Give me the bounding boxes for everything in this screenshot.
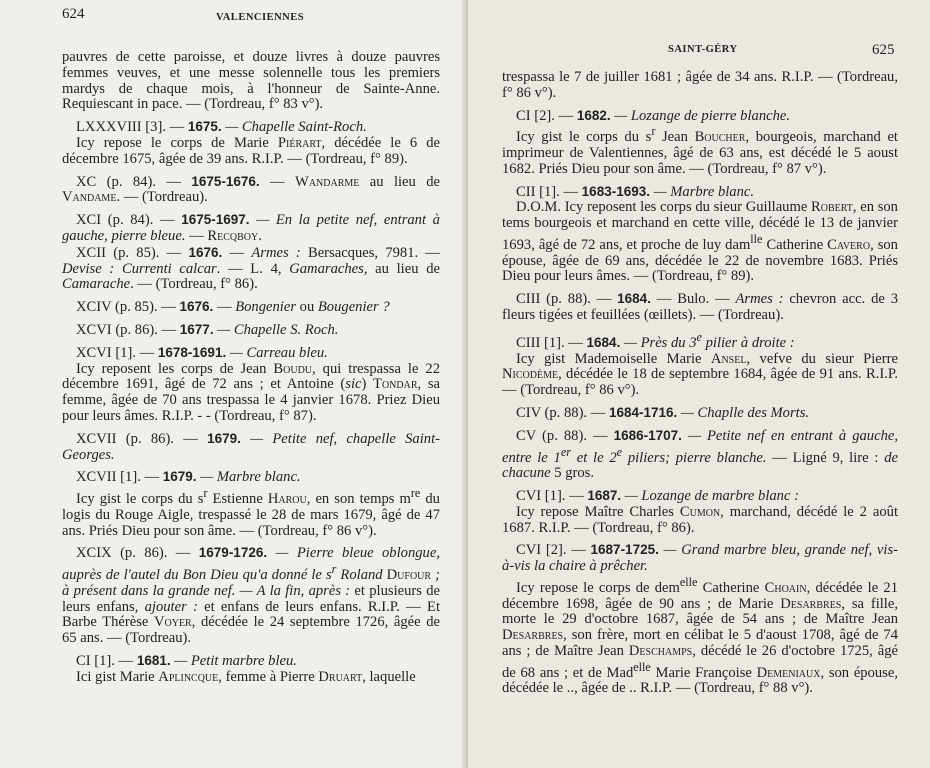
entry-xc: XC (p. 84). — 1675-1676. — Wandarme au lieu de Vandame. — (Tordreau).: [62, 173, 440, 206]
entry-civ: CIV (p. 88). — 1684-1716. — Chaplle des Morts.: [516, 404, 810, 421]
entry-ciii-1-text: Icy gist Mademoiselle Marie Ansel, vefve du sieur Pierre Nicodème, décédée le 18 de septembre 1684, âgée de 91 ans. R.I.P. — (Tordreau, f° 86 v°).: [502, 350, 898, 399]
right-text-column: [502, 70, 898, 697]
entry-cii-1-heading: CII [1]. — 1683-1693. — Marbre blanc.: [516, 183, 755, 200]
entry-cvi-2-text: Icy repose le corps de dem$^{elle}$ Catherine Choain, décédée le 21 décembre 1698, âgée de 90 ans ; de Marie Desarbres, sa fille, morte le 29 d'octobre 1687, âgée de 54 ans ; de Maître Jean Desarbres, son frère, mort en célibat le 5 d'aoust 1708, âgé de 74 ans ; de Maître Jean Deschamps, décédé le 26 d'octobre 1725, âgé de 68 ans ; et de Mad$^{elle}$ Marie Françoise Demeniaux, son épouse, décédée le .., âgée de .. R.I.P. — (Tordreau, f° 88 v°).: [502, 574, 899, 697]
entry-xci: XCI (p. 84). — 1675-1697. — En la petite nef, entrant à gauche, pierre bleue. — Recqboy.: [62, 212, 440, 244]
entry-ciii: CIII (p. 88). — 1684. — Bulo. — Armes : chevron acc. de 3 fleurs tigées et feuillées (œillets). — (Tordreau).: [502, 291, 898, 324]
entry-continuation: trespassa le 7 de juiller 1681 ; âgée de 34 ans. R.I.P. — (Tordreau, f° 86 v°).: [502, 69, 898, 101]
entry-ci-1-heading: CI [1]. — 1681. — Petit marbre bleu.: [76, 653, 297, 670]
left-page-number: 624: [62, 6, 85, 22]
right-page-number: 625: [872, 42, 895, 58]
right-page: [468, 0, 930, 768]
entry-cvi-1-heading: CVI [1]. — 1687. — Lozange de marbre blanc :: [516, 487, 799, 504]
entry-xcvi-p86: XCVI (p. 86). — 1677. — Chapelle S. Roch.: [76, 321, 339, 338]
entry-lxxxviii-text: Icy repose le corps de Marie Piérart, décédée le 6 de décembre 1675, âgée de 39 ans. R.I.P. — (Tordreau, f° 89).: [62, 134, 441, 167]
entry-xcvii: XCVII (p. 86). — 1679. — Petite nef, chapelle Saint-Georges.: [62, 430, 440, 463]
right-running-head: SAINT-GÉRY: [668, 44, 738, 55]
entry-cv: CV (p. 88). — 1686-1707. — Petite nef en entrant à gauche, entre le 1er et le 2e piliers; pierre blanche. — Ligné 9, lire : de chacune 5 gros.: [502, 427, 899, 482]
entry-xcvi-1-text: Icy reposent les corps de Jean Boudu, qui trespassa le 22 décembre 1691, âgé de 72 ans ; et Antoine (sic) Tondar, sa femme, âgée de 70 ans trespassa le 4 janvier 1678. Priez Dieu pour leurs âmes. R.I.P. - - (Tordreau, f° 87).: [62, 360, 440, 424]
entry-xcii: XCII (p. 85). — 1676. — Armes : Bersacques, 7981. — Devise : Currenti calcar. — L. 4, Gamaraches, au lieu de Camarache. — (Tordreau, f° 86).: [62, 244, 440, 293]
entry-ci-1-text: Ici gist Marie Aplincque, femme à Pierre Druart, laquelle: [76, 668, 416, 685]
entry-ci-2-text: Icy gist le corps du $s^r$ Jean Boucher, bourgeois, marchand et imprimeur de Valentiennes, âgé de 63 ans, est décédé le 5 aoust 1682. Priés Dieu pour son âme. — (Tordreau, f° 87 v°).: [502, 124, 898, 177]
left-running-head: VALENCIENNES: [216, 12, 305, 23]
entry-xcvii-1-text: Icy gist le corps du $s^r$ Estienne Harou, en son temps $m^{re}$ du logis du Rouge Aigle, trespassé le 28 de mars 1679, âgé de 47 ans. Priés Dieu pour son âme. — (Tordreau, f° 86 v°).: [62, 486, 440, 539]
entry-opening: pauvres de cette paroisse, et douze livres à douze pauvres femmes veuves, et une messe solennelle tous les premiers mardys de chaque mois, à l'honneur de Sainte-Anne. Requiescant in pace. — (Tordreau, f° 83 v°).: [62, 49, 440, 113]
entry-cvi-1-text: Icy repose Maître Charles Cumon, marchand, décédé le 2 août 1687. R.I.P. — (Tordreau, f° 86).: [502, 503, 899, 536]
entry-cvi-2-heading: CVI [2]. — 1687-1725. — Grand marbre bleu, grande nef, vis-à-vis la chaire à prêcher.: [502, 542, 898, 575]
entry-cii-1-text: D.O.M. Icy reposent les corps du sieur Guillaume Robert, en son tems bourgeois et marchand en cette ville, décédé le 13 de janvier 1693, âgé de 72 ans, et proche de luy dam$^{lle}$ Catherine Cavero, son épouse, âgée de 69 ans, décédée le 22 de novembre 1683. Priés Dieu pour leurs âmes. — (Tordreau, f° 89).: [502, 199, 898, 285]
entry-ciii-1-heading: CIII [1]. — 1684. — Près du 3e pilier à droite :: [516, 329, 795, 351]
entry-xciv: XCIV (p. 85). — 1676. — Bongenier ou Bougenier ?: [76, 299, 390, 316]
left-text-column: [62, 50, 440, 686]
entry-xcvi-1-heading: XCVI [1]. — 1678-1691. — Carreau bleu.: [76, 344, 328, 361]
entry-ci-2-heading: CI [2]. — 1682. — Lozange de pierre blanche.: [516, 107, 791, 124]
entry-xcvii-1-heading: XCVII [1]. — 1679. — Marbre blanc.: [76, 469, 301, 486]
entry-xcix: XCIX (p. 86). — 1679-1726. — Pierre bleue oblongue, auprès de l'autel du Bon Dieu qu'a donné le $s^r$ Roland Dufour ; à présent dans la grande nef. — A la fin, après : et plusieurs de leurs enfans, ajouter : et enfans de leurs enfans. R.I.P. — Et Barbe Thérèse Voyer, décédée le 24 septembre 1726, âgée de 65 ans. — (Tordreau).: [62, 545, 440, 647]
entry-lxxxviii-heading: LXXXVIII [3]. — 1675. — Chapelle Saint-Roch.: [76, 119, 367, 136]
